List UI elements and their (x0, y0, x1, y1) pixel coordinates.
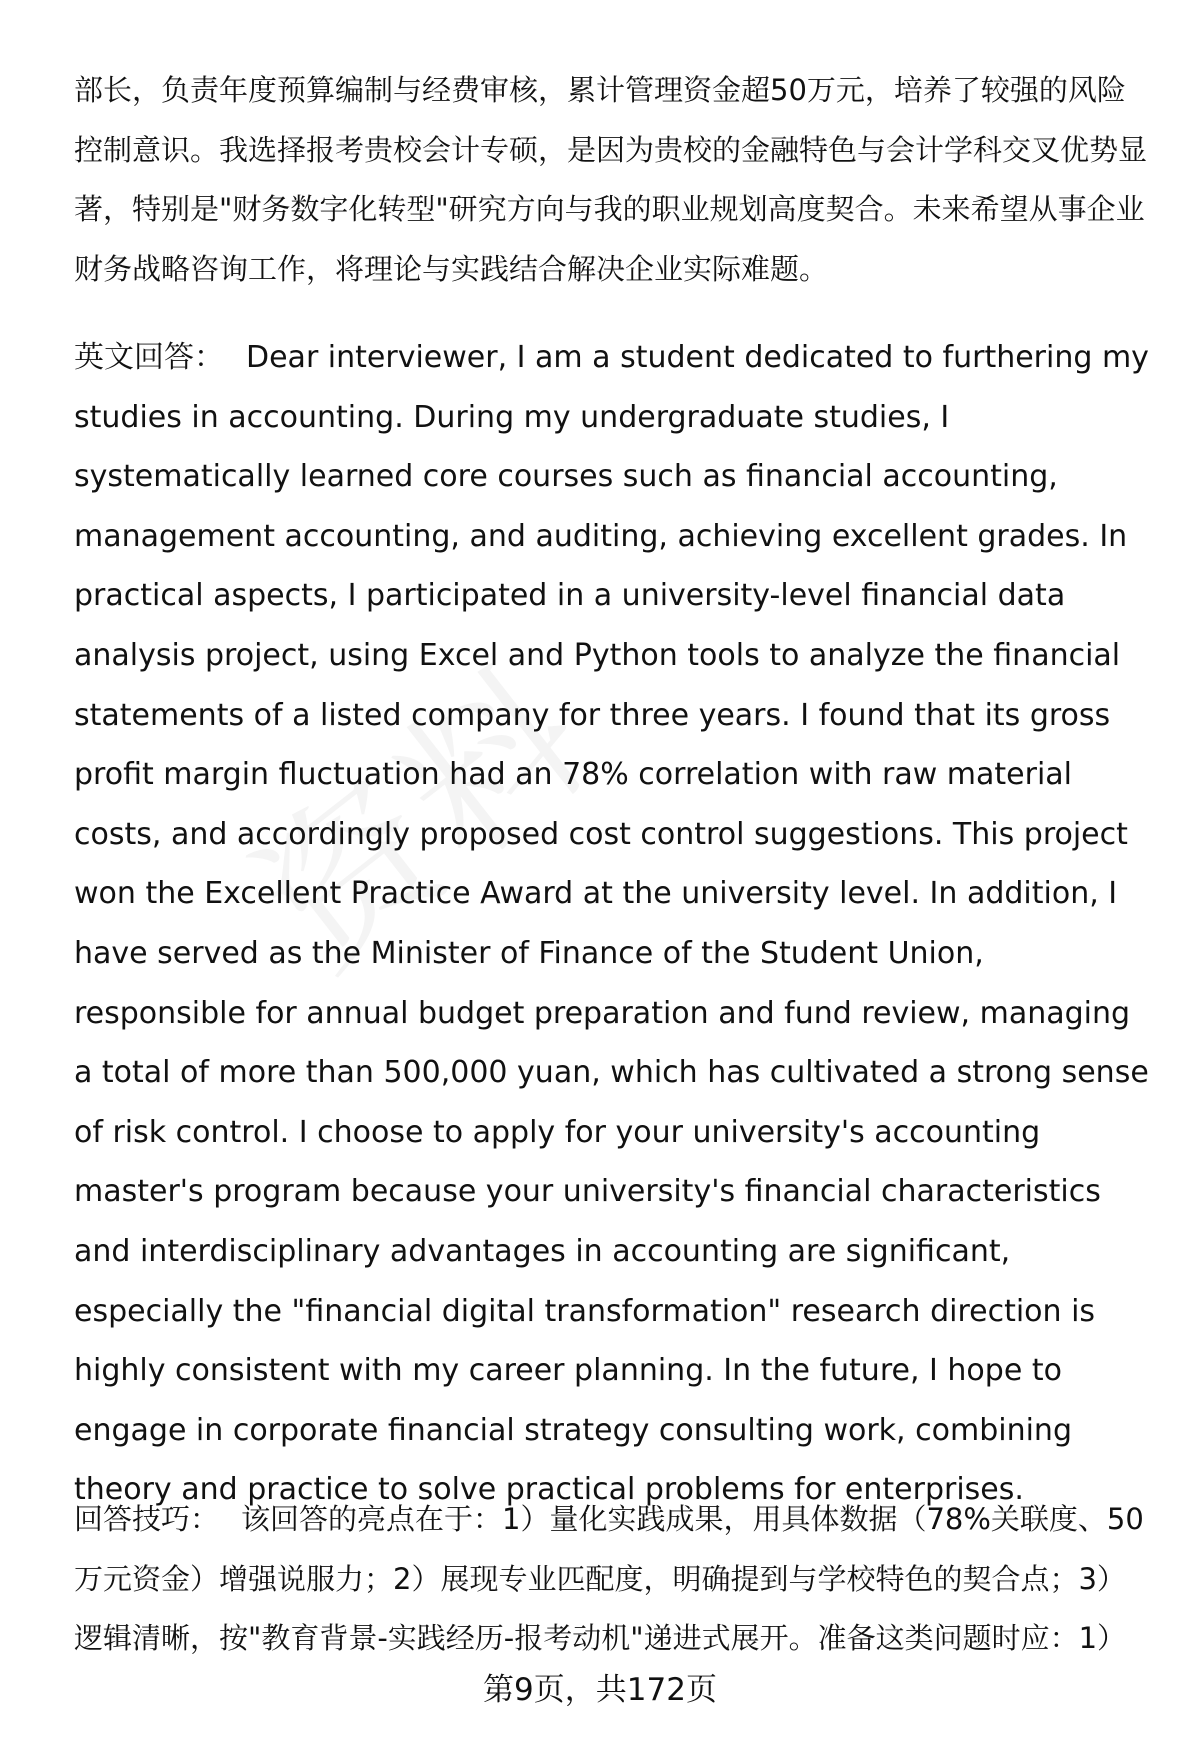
answer-tips-paragraph (74, 1490, 1154, 1669)
english-answer-label: 英文回答： (74, 340, 224, 375)
page-number-footer: 第9页，共172页 (483, 1672, 717, 1708)
answer-tips-label: 回答技巧： (74, 1502, 220, 1536)
english-answer-paragraph (74, 328, 1154, 1520)
english-answer-text: Dear interviewer, I am a student dedicated to furthering my studies in accounting. During my undergraduate studies, I systematically learned core courses such as financial accounting, management accounting, and auditing, achieving excellent grades. In practical aspects, I participated in a university-level financial data analysis project, using Excel and Python tools to analyze the financial statements of a listed company for three years. I found that its gross profit margin fluctuation had an 78% correlation with raw material costs, and accordingly proposed cost control suggestions. This project won the Excellent Practice Award at the university level. In addition, I have served as the Minister of Finance of the Student Union, responsible for annual budget preparation and fund review, managing a total of more than 500,000 yuan, which has cultivated a strong sense of risk control. I choose to apply for your university's accounting master's program because your university's financial characteristics and interdisciplinary advantages in accounting are significant, especially the "financial digital transformation" research direction is highly consistent with my career planning. In the future, I hope to engage in corporate financial strategy consulting work, combining theory and practice to solve practical problems for enterprises. (74, 340, 1149, 1508)
chinese-answer-continuation: 部长，负责年度预算编制与经费审核，累计管理资金超50万元，培养了较强的风险控制意识。我选择报考贵校会计专硕，是因为贵校的金融特色与会计学科交叉优势显著，特别是"财务数字化转型"研究方向与我的职业规划高度契合。未来希望从事企业财务战略咨询工作，将理论与实践结合解决企业实际难题。 (74, 73, 1148, 286)
answer-tips-text: 该回答的亮点在于：1）量化实践成果，用具体数据（78%关联度、50万元资金）增强说服力；2）展现专业匹配度，明确提到与学校特色的契合点；3）逻辑清晰，按"教育背景-实践经历-报考动机"递进式展开。准备这类问题时应：1） (74, 1502, 1144, 1656)
